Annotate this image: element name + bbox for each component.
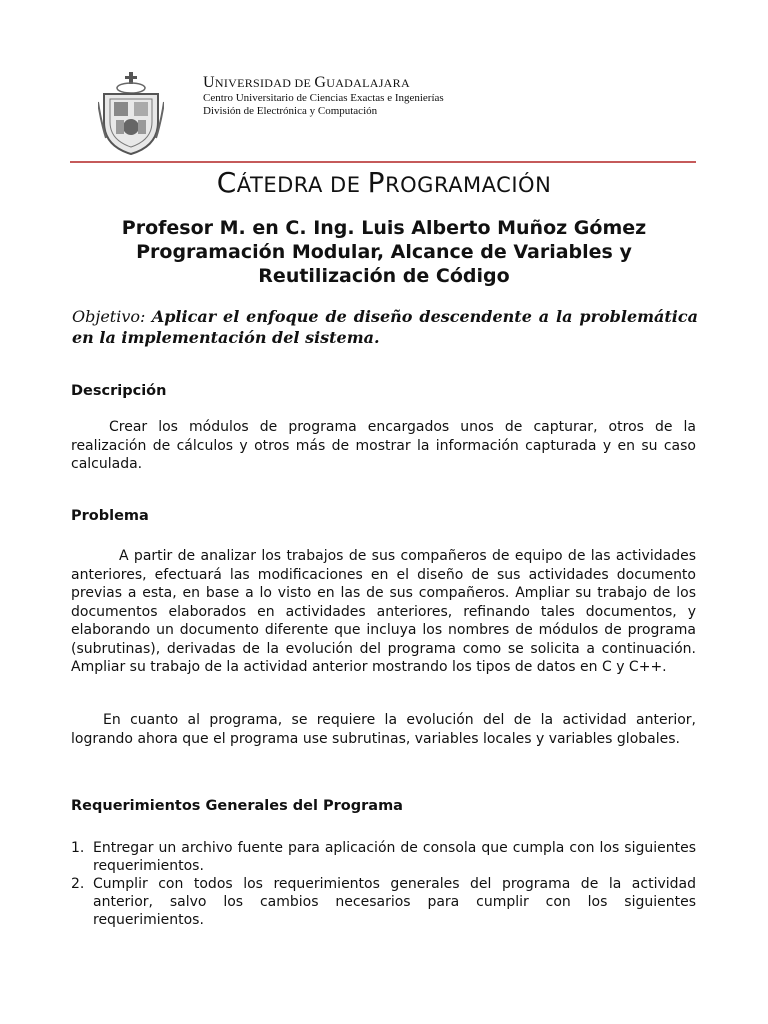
division-name: División de Electrónica y Computación: [203, 105, 378, 117]
institution-block: [203, 74, 444, 118]
problema-paragraph-2: En cuanto al programa, se requiere la evolución del de la actividad anterior, logrando ahora que el programa use subrutinas, variables locales y variables globales.: [71, 712, 696, 747]
catedra-heading: CÁTEDRA DE PROGRAMACIÓN: [216, 166, 552, 199]
center-name: Centro Universitario de Ciencias Exactas e Ingenierías: [203, 92, 444, 104]
problema-paragraph-1: A partir de analizar los trabajos de sus compañeros de equipo de las actividades anteriores, efectuará las modificaciones en el diseño de sus actividades documento previas a esta, en base a lo visto en las de sus compañeros. Ampliar su trabajo de los documentos elaborados en actividades anteriores, refinando tales documentos, y elaborando un documento diferente que incluya los nombres de módulos de programa (subrutinas), derivadas de la evolución del programa como se solicita a continuación. Ampliar su trabajo de la actividad anterior mostrando los tipos de datos en C y C++.: [71, 548, 696, 675]
university-name: UNIVERSIDAD DE GUADALAJARA: [203, 74, 410, 91]
objective-label: Objetivo:: [72, 307, 146, 326]
list-item: 2. Cumplir con todos los requerimientos generales del programa de la actividad anterior, salvo los cambios necesarios para cumplir con los siguientes requerimientos.: [71, 876, 696, 928]
requirements-list: [71, 839, 696, 929]
list-item: 1. Entregar un archivo fuente para aplicación de consola que cumpla con los siguientes requerimientos.: [71, 840, 696, 874]
document-title: [70, 216, 698, 288]
objective-text: Aplicar el enfoque de diseño descendente a la problemática en la implementación del sistema.: [72, 307, 698, 347]
professor-line: Profesor M. en C. Ing. Luis Alberto Muñoz Gómez: [121, 217, 647, 239]
section-heading-problema: Problema: [71, 508, 149, 524]
topic-line-2: Reutilización de Código: [258, 265, 510, 287]
topic-line-1: Programación Modular, Alcance de Variables y: [136, 241, 632, 263]
descripcion-paragraph: Crear los módulos de programa encargados unos de capturar, otros de la realización de cálculos y otros más de mostrar la información capturada y en su caso calculada.: [71, 419, 696, 472]
header-divider: [70, 161, 696, 163]
university-seal-icon: [98, 72, 164, 156]
section-heading-descripcion: Descripción: [71, 383, 167, 399]
section-heading-requerimientos: Requerimientos Generales del Programa: [71, 798, 403, 814]
objective: [72, 306, 698, 348]
letterhead: [96, 68, 706, 158]
